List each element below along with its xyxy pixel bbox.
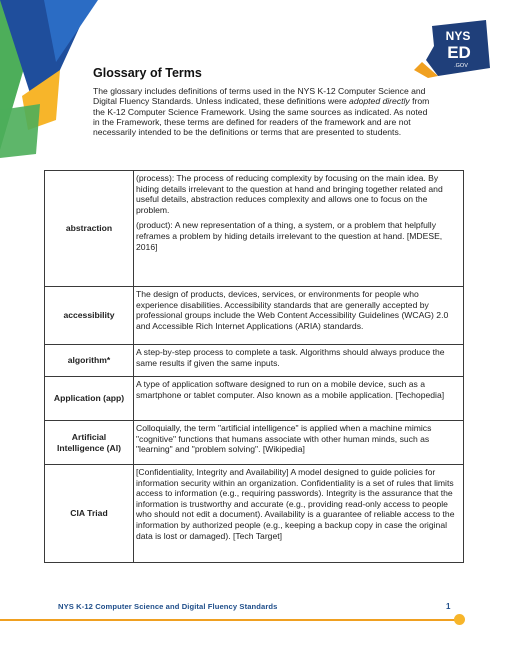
glossary-term: algorithm* [45, 345, 134, 377]
glossary-row [45, 345, 464, 377]
glossary-term: Artificial Intelligence (AI) [45, 421, 134, 465]
glossary-definition: A step-by-step process to complete a task. Algorithms should always produce the same results if given the same inputs. [134, 345, 464, 377]
glossary-term: abstraction [45, 171, 134, 287]
glossary-definition: [Confidentiality, Integrity and Availability] A model designed to guide policies for information security within an organization. Confidentiality is a set of rules that limits access to information (e.g., requiring passwords). Integrity is the assurance that the information is trustworthy and accurate (e.g., providing read-only access to people who should not edit a document). Availability is a guarantee of reliable access to the information by authorized people (e.g., keeping a backup copy in case the original data is lost or damaged). [Tech Target] [134, 465, 464, 563]
glossary-row [45, 465, 464, 563]
glossary-row [45, 287, 464, 345]
glossary-row [45, 171, 464, 287]
svg-text:ED: ED [447, 43, 471, 62]
footer-title: NYS K-12 Computer Science and Digital Fluency Standards [58, 602, 278, 611]
glossary-definition: Colloquially, the term "artificial intelligence" is applied when a machine mimics "cognitive" functions that humans associate with other human minds, such as "learning" and "problem solving". [Wikipedia] [134, 421, 464, 465]
glossary-table [44, 170, 464, 563]
glossary-term: CIA Triad [45, 465, 134, 563]
glossary-term: Application (app) [45, 377, 134, 421]
intro-paragraph: The glossary includes definitions of terms used in the NYS K-12 Computer Science and Digital Fluency Standards. Unless indicated, these definitions were adopted directly from the K-12 Computer Science Framework. Using the same sources as indicated. As noted in the Framework, these terms are defined for readers of the framework and are not necessarily intended to be the definitions or terms that are presented to students. [93, 86, 430, 138]
footer-rule [0, 619, 462, 621]
glossary-row [45, 377, 464, 421]
page-title: Glossary of Terms [93, 66, 202, 80]
glossary-row [45, 421, 464, 465]
glossary-definition: (process): The process of reducing complexity by focusing on the main idea. By hiding details irrelevant to the question at hand and bringing together related and useful details, abstraction reduces complexity and allows one to focus on the problem. (product): A new representation of a thing, a system, or a problem that helpfully reframes a problem by hiding details irrelevant to the question at hand. [MDESE, 2016] [134, 171, 464, 287]
svg-text:NYS: NYS [445, 29, 471, 43]
footer-dot [454, 614, 465, 625]
glossary-definition: A type of application software designed to run on a mobile device, such as a smartphone or tablet computer. Also known as a mobile application. [Techopedia] [134, 377, 464, 421]
glossary-definition: The design of products, devices, services, or environments for people who experience disabilities. Accessibility standards that are generally accepted by professional groups include the Web Content Accessibility Guidelines (WCAG) 2.0 and Accessible Rich Internet Applications (ARIA) standards. [134, 287, 464, 345]
page-number: 1 [446, 602, 451, 611]
glossary-term: accessibility [45, 287, 134, 345]
svg-text:.GOV: .GOV [454, 63, 468, 69]
nysed-logo [408, 16, 494, 80]
